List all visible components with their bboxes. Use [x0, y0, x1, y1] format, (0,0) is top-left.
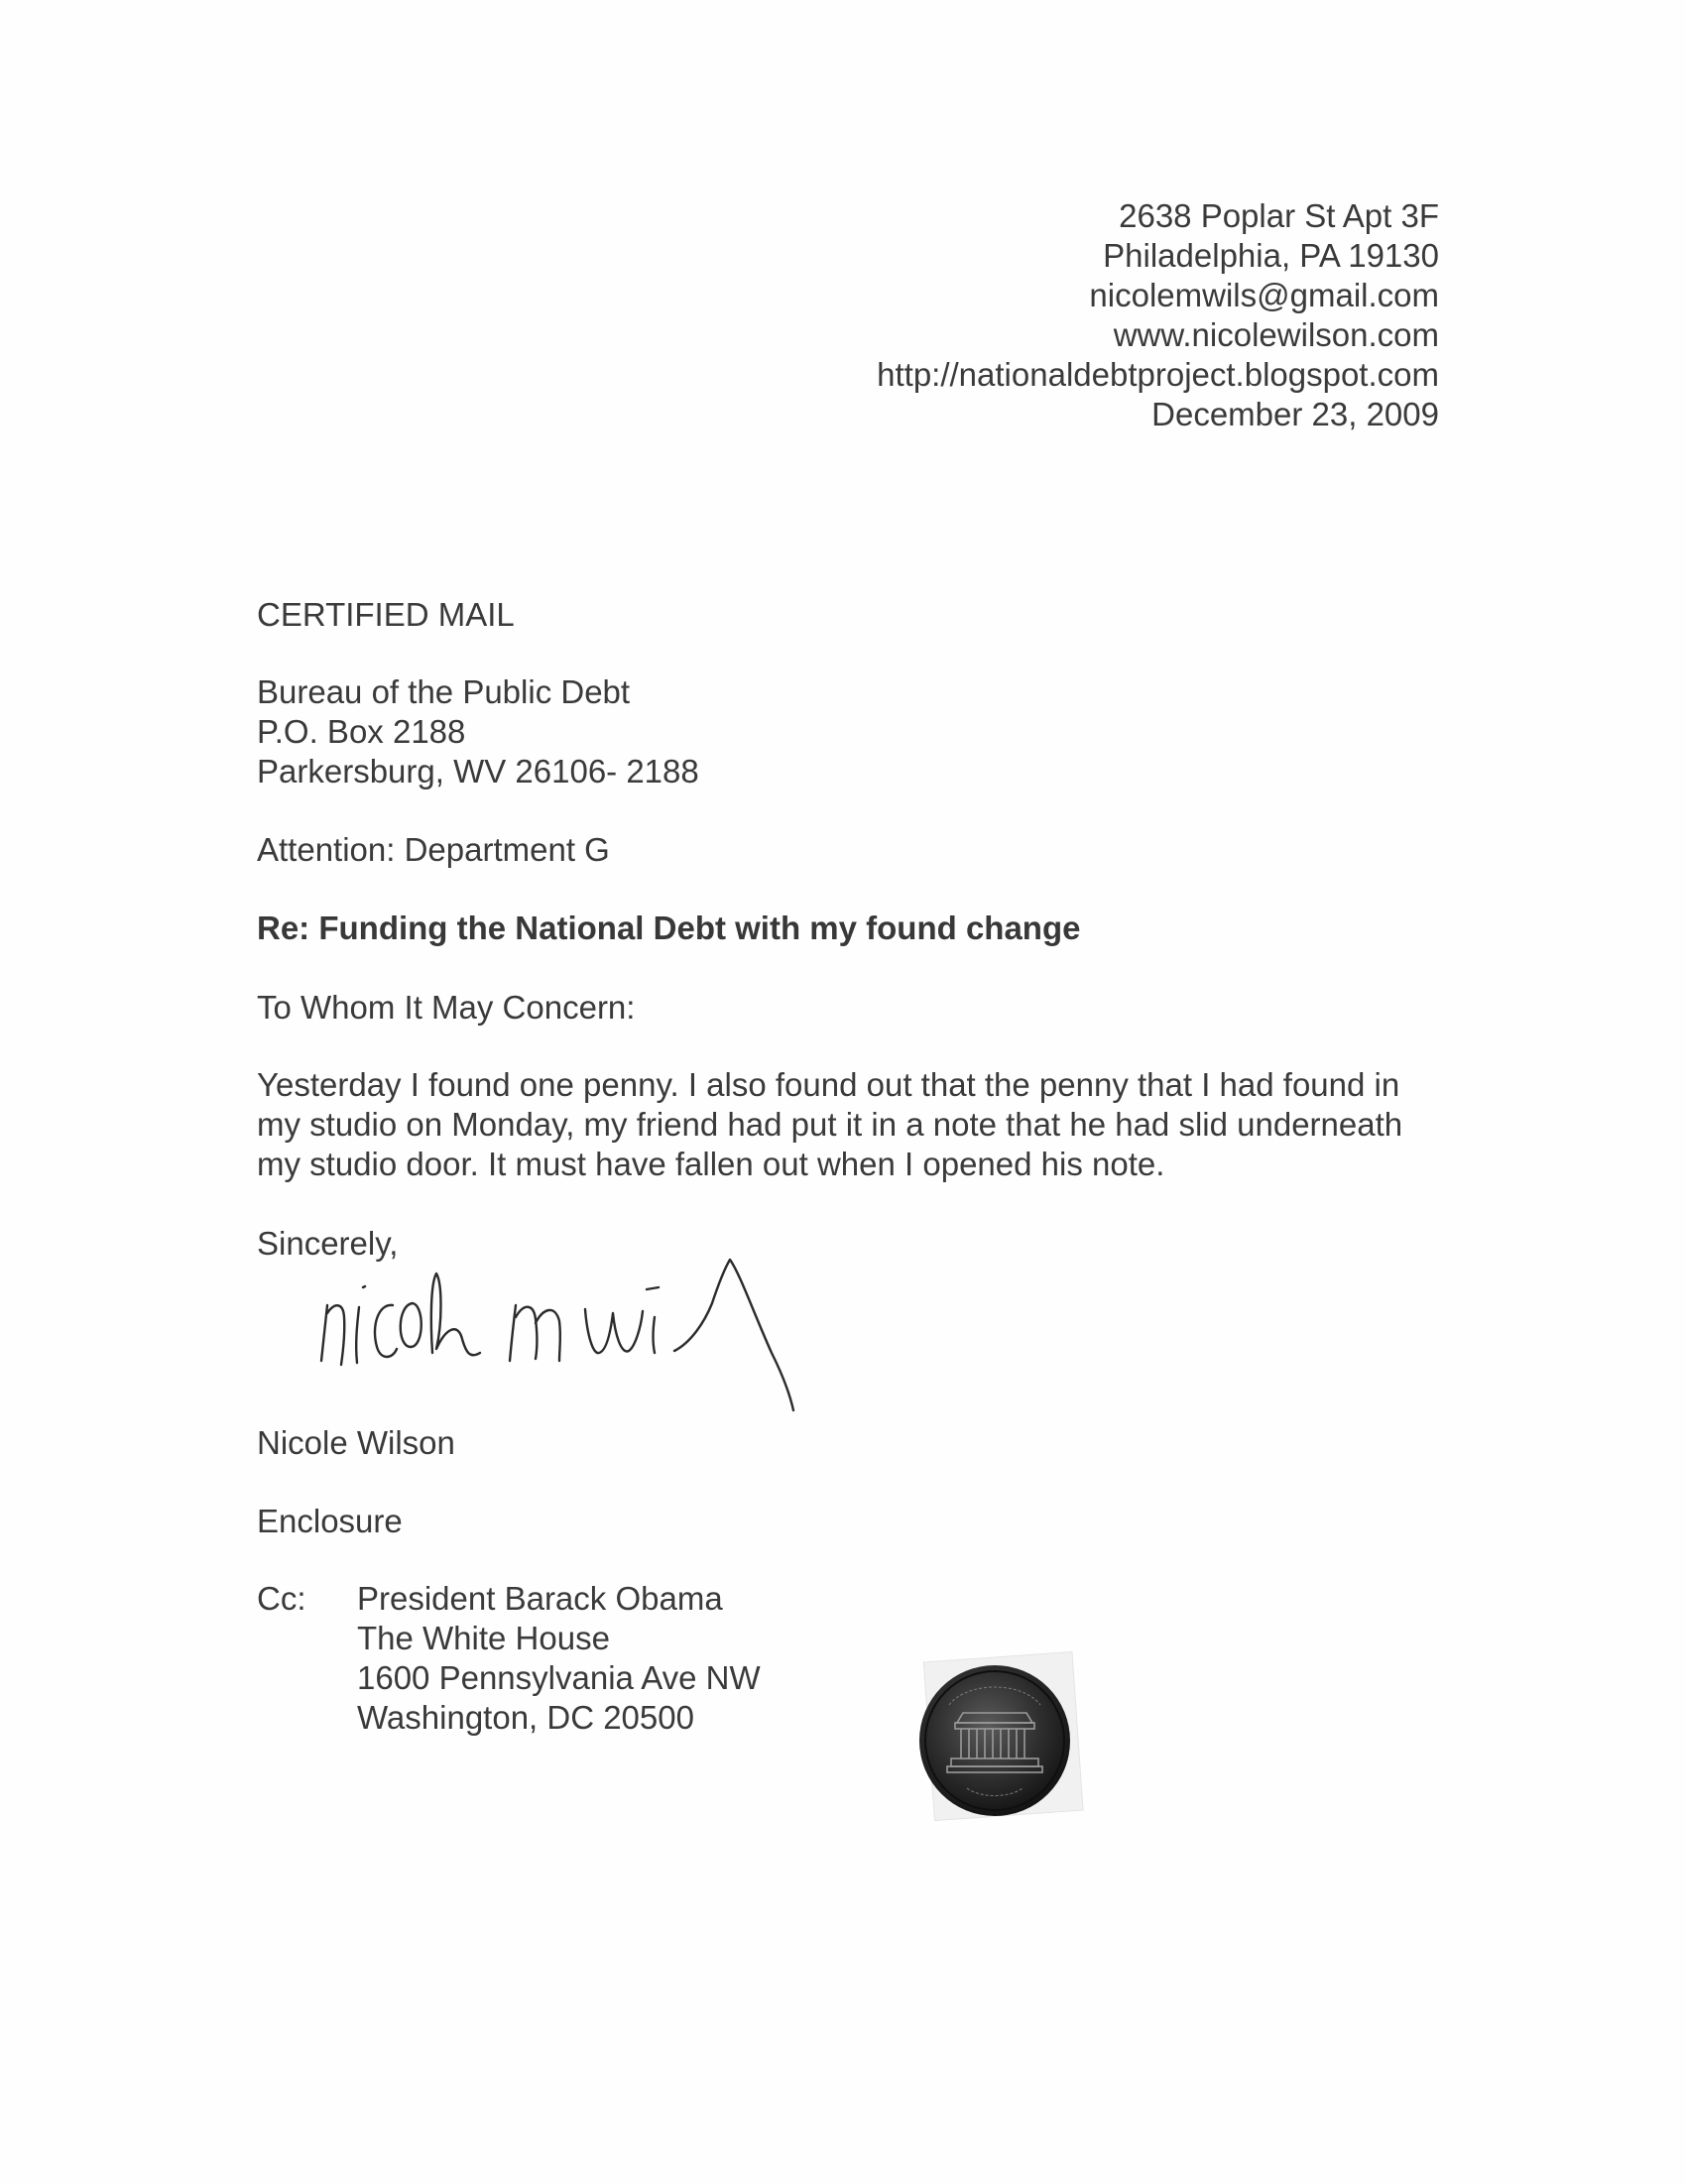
body-line: Yesterday I found one penny. I also found out that the penny that I had found in — [257, 1066, 1400, 1103]
sender-email: nicolemwils@gmail.com — [1089, 277, 1439, 313]
letter-date: December 23, 2009 — [1151, 396, 1439, 432]
sender-website: www.nicolewilson.com — [1113, 316, 1439, 353]
recipient-address-block — [257, 672, 699, 791]
signer-name: Nicole Wilson — [257, 1424, 455, 1461]
attention-line: Attention: Department G — [257, 831, 610, 868]
subject-line: Re: Funding the National Debt with my found change — [257, 910, 1081, 946]
handwritten-signature — [298, 1244, 853, 1422]
cc-address-line: Washington, DC 20500 — [357, 1699, 694, 1736]
sender-street: 2638 Poplar St Apt 3F — [1119, 197, 1439, 234]
recipient-box: P.O. Box 2188 — [257, 713, 466, 750]
sender-city: Philadelphia, PA 19130 — [1103, 237, 1439, 274]
salutation: To Whom It May Concern: — [257, 989, 636, 1026]
enclosure-note: Enclosure — [257, 1503, 403, 1539]
letter-body — [257, 1065, 1447, 1184]
body-line: my studio on Monday, my friend had put it in a note that he had slid underneath — [257, 1106, 1403, 1143]
cc-address-line: The White House — [357, 1620, 610, 1656]
closing: Sincerely, — [257, 1225, 399, 1262]
sender-blog: http://nationaldebtproject.blogspot.com — [877, 356, 1439, 393]
delivery-method: CERTIFIED MAIL — [257, 596, 515, 633]
sender-address-block — [877, 196, 1439, 434]
body-line: my studio door. It must have fallen out when I opened his note. — [257, 1146, 1165, 1182]
recipient-city: Parkersburg, WV 26106- 2188 — [257, 753, 699, 789]
cc-address-line: 1600 Pennsylvania Ave NW — [357, 1659, 761, 1696]
penny-coin-image — [907, 1651, 1086, 1830]
cc-name: President Barack Obama — [357, 1580, 723, 1617]
recipient-name: Bureau of the Public Debt — [257, 673, 631, 710]
cc-label: Cc: — [257, 1580, 306, 1617]
